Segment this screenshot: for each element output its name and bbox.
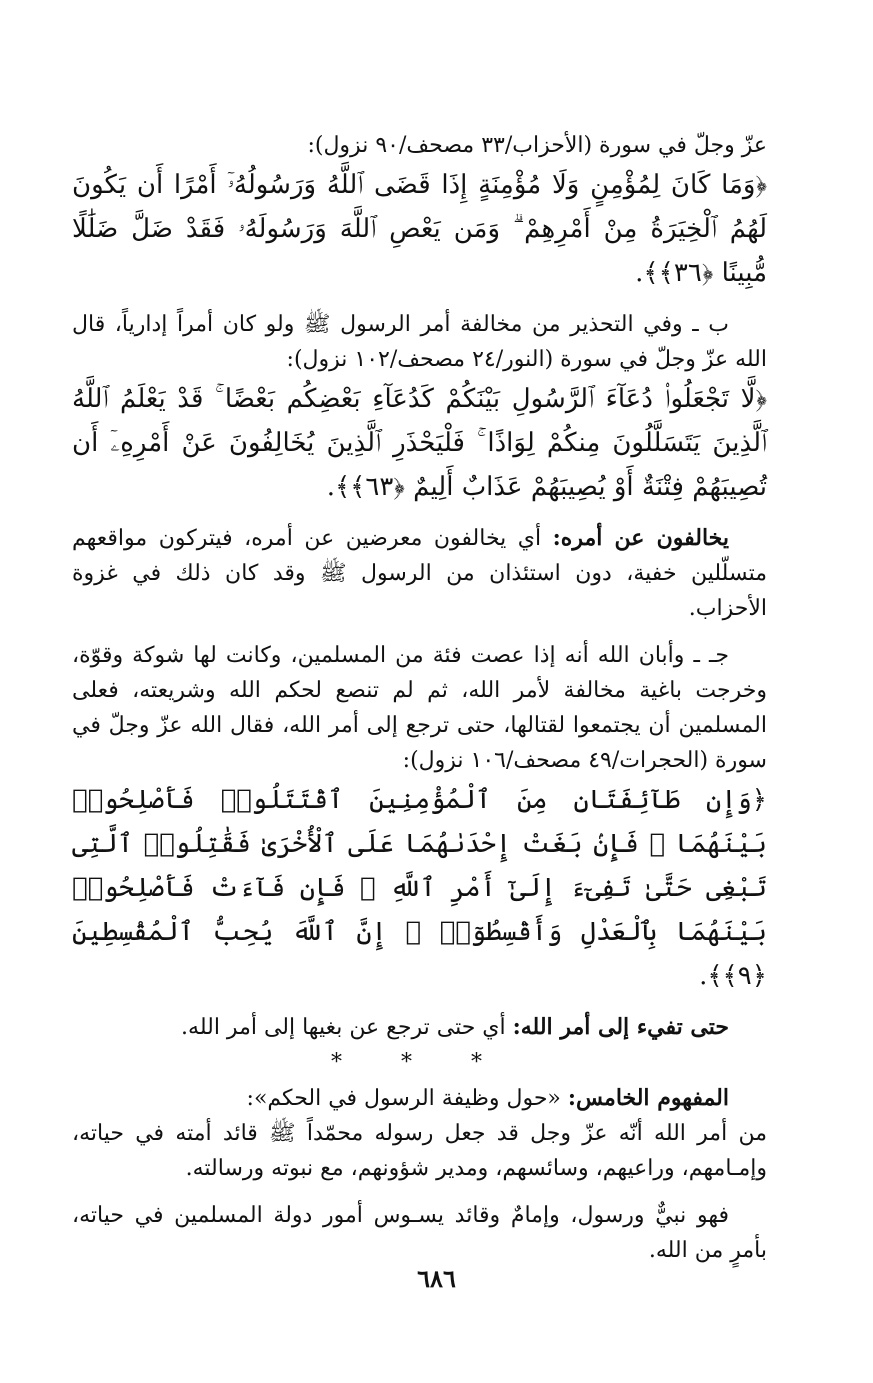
concept-title: «حول وظيفة الرسول في الحكم»: xyxy=(246,1086,568,1111)
term-text: أي حتى ترجع عن بغيها إلى أمر الله. xyxy=(181,1015,513,1040)
concept-label: المفهوم الخامس: xyxy=(567,1085,729,1111)
page-number: ٦٨٦ xyxy=(417,1264,456,1293)
paragraph-prophet: فهو نبيٌّ ورسول، وإمامٌ وقائد يسـوس أمور دولة المسلمين في حياته، بأمرٍ من الله. xyxy=(72,1203,767,1263)
term-label: يخالفون عن أمره: xyxy=(552,525,730,551)
quran-verse-ahzab: ﴿وَمَا كَانَ لِمُؤْمِنٍ وَلَا مُؤْمِنَةٍ إِذَا قَضَى ٱللَّهُ وَرَسُولُهُۥٓ أَمْرًا أَن يَكُونَ لَهُمُ ٱلْخِيَرَةُ مِنْ أَمْرِهِمْ ۗ وَمَن يَعْصِ ٱللَّهَ وَرَسُولَهُۥ فَقَدْ ضَلَّ ضَلَٰلًا مُّبِينًا ﴿٣٦﴾﴾. xyxy=(72,170,767,288)
paragraph-explanation-1 xyxy=(72,521,767,626)
paragraph-warning: ب ـ وفي التحذير من مخالفة أمر الرسول ﷺ ولو كان أمراً إدارياً، قال الله عزّ وجلّ في سورة (النور/٢٤ مصحف/١٠٢ نزول): xyxy=(72,312,767,372)
term-label: حتى تفيء إلى أمر الله: xyxy=(512,1014,729,1040)
term-text: أي يخالفون معرضين عن أمره، فيتركون مواقعهم متسلّلين خفية، دون استئذان من الرسول ﷺ وقد كان ذلك في غزوة الأحزاب. xyxy=(72,526,767,621)
intro-line: عزّ وجلّ في سورة (الأحزاب/٣٣ مصحف/٩٠ نزول): xyxy=(307,133,767,158)
paragraph-leadership: من أمر الله أنّه عزّ وجل قد جعل رسوله محمّداً ﷺ قائد أمته في حياته، وإمـامهم، وراعيهم، وسائسهم، ومدير شؤونهم، مع نبوته ورسالته. xyxy=(72,1121,767,1181)
quran-verse-hujurat: ﴿وَإِن طَآئِفَتَانِ مِنَ ٱلْمُؤْمِنِينَ ٱقْتَتَلُوا۟ فَأَصْلِحُوا۟ بَيْنَهُمَا ۖ فَإِنۢ بَغَتْ إِحْدَىٰهُمَا عَلَى ٱلْأُخْرَىٰ فَقَٰتِلُوا۟ ٱلَّتِى تَبْغِى حَتَّىٰ تَفِىٓءَ إِلَىٰٓ أَمْرِ ٱللَّهِ ۚ فَإِن فَآءَتْ فَأَصْلِحُوا۟ بَيْنَهُمَا بِٱلْعَدْلِ وَأَقْسِطُوٓا۟ ۖ إِنَّ ٱللَّهَ يُحِبُّ ٱلْمُقْسِطِينَ ﴿٩﴾﴾. xyxy=(72,785,767,991)
concept-heading xyxy=(72,1081,767,1116)
page-body xyxy=(72,128,767,1318)
paragraph-rebellion: جـ ـ وأبان الله أنه إذا عصت فئة من المسلمين، وكانت لها شوكة وقوّة، وخرجت باغية مخالفة لأمر الله، ثم لم تنصع لحكم الله وشريعته، فعلى المسلمين أن يجتمعوا لقتالها، حتى ترجع إلى أمر الله، فقال الله عزّ وجلّ في سورة (الحجرات/٤٩ مصحف/١٠٦ نزول): xyxy=(72,643,767,773)
section-separator: * * * xyxy=(331,1050,508,1075)
quran-verse-nur: ﴿لَّا تَجْعَلُوا۟ دُعَآءَ ٱلرَّسُولِ بَيْنَكُمْ كَدُعَآءِ بَعْضِكُم بَعْضًا ۚ قَدْ يَعْلَمُ ٱللَّهُ ٱلَّذِينَ يَتَسَلَّلُونَ مِنكُمْ لِوَاذًا ۚ فَلْيَحْذَرِ ٱلَّذِينَ يُخَالِفُونَ عَنْ أَمْرِهِۦٓ أَن تُصِيبَهُمْ فِتْنَةٌ أَوْ يُصِيبَهُمْ عَذَابٌ أَلِيمٌ ﴿٦٣﴾﴾. xyxy=(72,384,767,502)
paragraph-explanation-2 xyxy=(72,1010,767,1045)
